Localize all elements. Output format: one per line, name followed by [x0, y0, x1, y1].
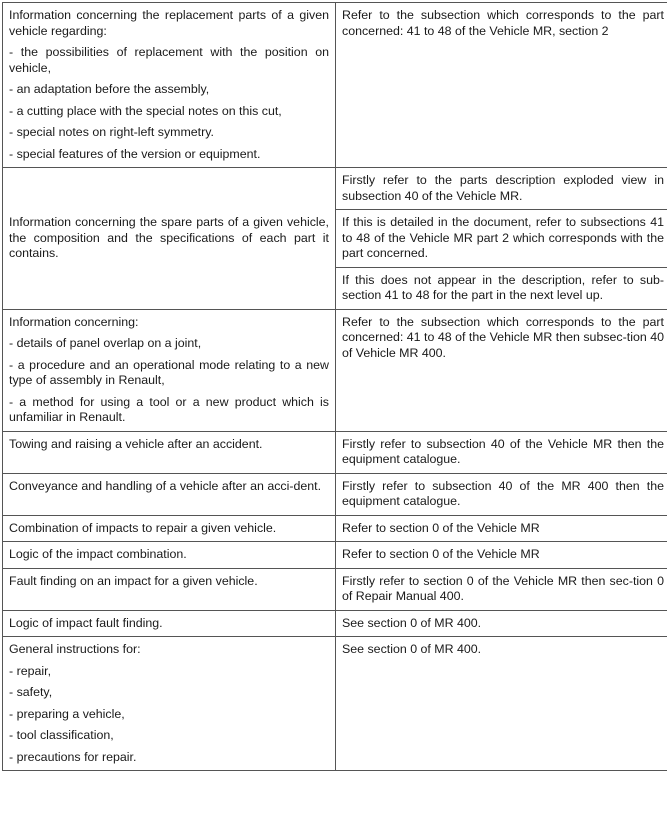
cell-heading: Logic of impact fault finding.	[9, 615, 163, 630]
reference-text: Refer to the subsection which corresponds to the part concerned: 41 to 48 of the Vehicle MR then subsec-tion 40 of Vehicle MR 400.	[342, 314, 664, 360]
table-row	[3, 637, 667, 771]
information-cell	[3, 568, 336, 610]
reference-cell	[336, 568, 667, 610]
information-cell	[3, 473, 336, 515]
list-item: - a procedure and an operational mode relating to a new type of assembly in Renault,	[9, 357, 329, 387]
table-row	[3, 3, 667, 168]
table-row	[3, 568, 667, 610]
reference-text: Firstly refer to section 0 of the Vehicle MR then sec-tion 0 of Repair Manual 400.	[342, 573, 664, 603]
reference-text: If this does not appear in the description, refer to sub-section 41 to 48 for the part in the next level up.	[336, 267, 667, 309]
cell-heading: Fault finding on an impact for a given vehicle.	[9, 573, 258, 588]
reference-text: Refer to section 0 of the Vehicle MR	[342, 520, 540, 535]
reference-cell	[336, 542, 667, 569]
reference-cell	[336, 637, 667, 771]
reference-text: See section 0 of MR 400.	[342, 642, 482, 656]
reference-text: Refer to section 0 of the Vehicle MR	[342, 547, 540, 561]
document-page	[2, 2, 665, 771]
reference-cell	[336, 168, 667, 310]
cell-heading: Information concerning:	[9, 314, 139, 329]
reference-text: Refer to the subsection which corresponds to the part concerned: 41 to 48 of the Vehicle MR, section 2	[342, 8, 664, 38]
reference-text: See section 0 of MR 400.	[342, 615, 482, 630]
table-row	[3, 542, 667, 569]
list-item: - precautions for repair.	[9, 749, 137, 764]
list-item: - safety,	[9, 685, 53, 699]
cell-heading: Information concerning the replacement parts of a given vehicle regarding:	[9, 8, 329, 38]
cell-heading: Conveyance and handling of a vehicle after an acci-dent.	[9, 478, 322, 493]
list-item: - the possibilities of replacement with the position on vehicle,	[9, 45, 329, 75]
reference-cell	[336, 309, 667, 431]
cell-heading: Combination of impacts to repair a given vehicle.	[9, 520, 277, 535]
list-item: - tool classification,	[9, 728, 114, 742]
table-row	[3, 473, 667, 515]
reference-cell	[336, 3, 667, 168]
reference-table	[2, 2, 667, 771]
information-cell	[3, 168, 336, 310]
list-item: - preparing a vehicle,	[9, 706, 125, 721]
table-row	[3, 515, 667, 542]
reference-text: Firstly refer to subsection 40 of the Vehicle MR then the equipment catalogue.	[342, 436, 664, 466]
table-row	[3, 309, 667, 431]
list-item: - special features of the version or equipment.	[9, 146, 261, 161]
list-item: - a cutting place with the special notes on this cut,	[9, 103, 282, 118]
reference-cell	[336, 431, 667, 473]
reference-cell	[336, 473, 667, 515]
list-item: - details of panel overlap on a joint,	[9, 336, 202, 350]
list-item: - an adaptation before the assembly,	[9, 82, 210, 96]
reference-text: Firstly refer to subsection 40 of the MR 400 then the equipment catalogue.	[342, 478, 664, 508]
information-cell	[3, 610, 336, 637]
cell-heading: General instructions for:	[9, 642, 141, 656]
information-cell	[3, 431, 336, 473]
cell-heading: Information concerning the spare parts of a given vehicle, the composition and the specifications of each part it contains.	[9, 215, 329, 260]
cell-heading: Towing and raising a vehicle after an accident.	[9, 436, 263, 451]
list-item: - special notes on right-left symmetry.	[9, 125, 214, 139]
information-cell	[3, 637, 336, 771]
reference-text: If this is detailed in the document, refer to subsections 41 to 48 of the Vehicle MR part 2 which corresponds with the part concerned.	[336, 209, 667, 267]
table-row	[3, 431, 667, 473]
reference-text: Firstly refer to the parts description exploded view in subsection 40 of the Vehicle MR.	[342, 173, 664, 203]
table-row	[3, 168, 667, 310]
table-row	[3, 610, 667, 637]
reference-cell	[336, 610, 667, 637]
reference-cell	[336, 515, 667, 542]
cell-heading: Logic of the impact combination.	[9, 547, 187, 561]
information-cell	[3, 3, 336, 168]
information-cell	[3, 309, 336, 431]
information-cell	[3, 542, 336, 569]
list-item: - repair,	[9, 663, 52, 678]
information-cell	[3, 515, 336, 542]
list-item: - a method for using a tool or a new product which is unfamiliar in Renault.	[9, 394, 329, 424]
